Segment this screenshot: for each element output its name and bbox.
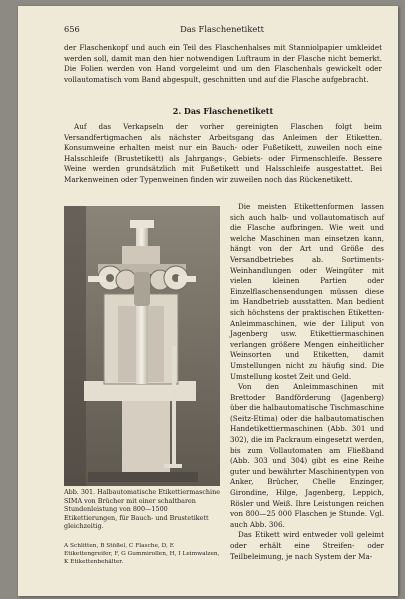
right-paragraph-1: Die meisten Etikettenformen lassen sich auch halb- und vollautomatisch auf die Flasche aufbringen. Wie weit und welche Maschinen man einsetzen kann, hängt von der Art und Größe des Versandbetriebes ab. Sortiments-Weinhandlungen oder Weingüter mit vielen kleinen Partien oder Einzelflaschensendungen müssen diese im Handbetrieb ausstatten. Man bedient sich höchstens der praktischen Etiketten-Anleimmaschinen, wie der Liliput von Jagenberg usw. Etikettiermaschinen verlangen größere Mengen einheitlicher Weinsorten und Etiketten, damit Umstellungen nicht zu häufig sind. Die Umstellung kostet Zeit und Geld. [230,202,384,381]
figure-caption: Abb. 301. Halbautomatische Etikettiermaschine SIMA von Brücher mit einer schaltbaren Stundenleistung von 800—1500 Etikettierungen, für Bauch- und Brustetikett gleichzeitig. [64,488,220,531]
labeling-machine-illustration [64,206,220,486]
right-column [230,202,384,562]
figure-legend: A Schlitten, B Stößel, C Flasche, D, E Etikettengreifer, F, G Gummirollen, H, I Leimwalzen, K Etikettenbehälter. [64,543,220,565]
page-number: 656 [64,24,80,34]
running-head [64,24,380,36]
right-paragraph-2: Von den Anleimmaschinen mit Brettoder Bandförderung (Jagenberg) über die halbautomatische Tischmaschine (Seitz-Etima) oder die halbautomatischen Handetikettiermaschinen (Abb. 301 und 302), die im Packraum eingesetzt werden, bis zum Vollautomaten am Fließband (Abb. 303 und 304) gibt es eine Reihe guter und bewährter Maschinentypen von Anker, Brücher, Chelle Enzinger, Girondine, Hilge, Jagenberg, Leppich, Rösler und Weiß. Ihre Leistungen reichen von 800—25 000 Flaschen je Stunde. Vgl. auch Abb. 306. [230,382,384,529]
section-heading: 2. Das Flaschenetikett [172,106,274,116]
intro-paragraph: der Flaschenkopf und auch ein Teil des Flaschenhalses mit Stanniolpapier umkleidet werden soll, damit man den hier notwendigen Luftraum in der Flasche nicht bemerkt. Die Folien werden von Hand vorgeleimt und um den Flaschenhals gewickelt oder vollautomatisch vom Band abgespult, geschnitten und auf die Flasche aufgebracht. [64,43,382,84]
right-paragraph-3: Das Etikett wird entweder voll geleimt oder erhält eine Streifen- oder Teilbeleimung, je nach System der Ma- [230,530,384,561]
running-title: Das Flaschenetikett [180,24,264,34]
section-paragraph: Auf das Verkapseln der vorher gereinigten Flaschen folgt beim Versandfertigmachen als nächster Arbeitsgang das Anleimen der Etiketten. Konsumweine erhalten meist nur ein Bauch- oder Fußetikett, zuweilen noch eine Halsschleife (Brustetikett) als Jahrgangs-, Gebiets- oder Firmenschleife. Bessere Weine werden grundsätzlich mit Fußetikett und Halsschleife ausgestattet. Bei Markenweinen oder Typenweinen finden wir zuweilen noch das Rückenetikett. [64,122,382,184]
book-page [18,6,398,596]
labeling-machine-photo [64,206,220,486]
